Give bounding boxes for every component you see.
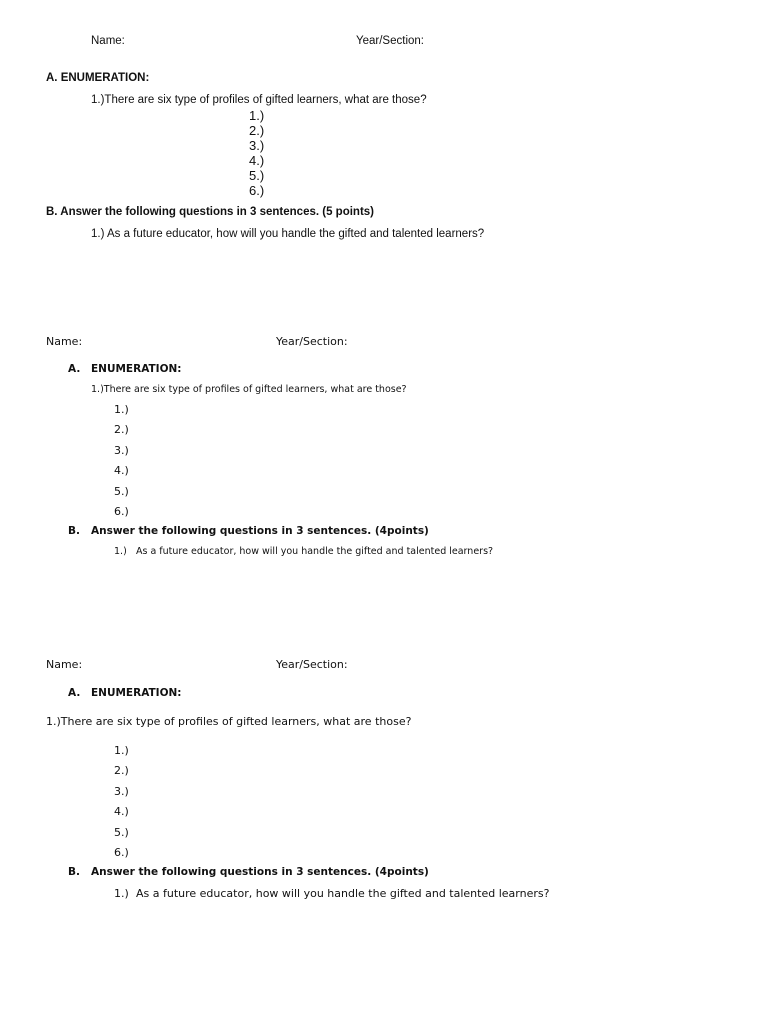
essay-question: 1.) As a future educator, how will you handle the gifted and talented learners? [91,228,485,240]
answer-item: 3.) [114,785,129,798]
answer-item: 2.) [114,423,129,436]
answer-item: 4.) [249,153,265,168]
section-b-marker: B. [68,525,80,537]
answer-item: 4.) [114,805,129,818]
answer-item: 3.) [114,444,129,457]
enumeration-question: 1.)There are six type of profiles of gifted learners, what are those? [91,94,427,106]
answer-item: 3.) [249,138,265,153]
answer-item: 2.) [249,123,265,138]
answer-item: 1.) [114,403,129,416]
section-b-heading: Answer the following questions in 3 sentences. (4points) [91,525,429,537]
essay-question: As a future educator, how will you handle the gifted and talented learners? [136,546,494,557]
section-b-marker: B. [68,866,80,878]
answer-item: 5.) [114,826,129,839]
name-label: Name: [46,658,83,671]
section-b-heading: Answer the following questions in 3 sentences. (4points) [91,866,429,878]
answer-item: 6.) [114,846,129,859]
year-section-label: Year/Section: [356,35,424,47]
answer-item: 6.) [249,183,265,198]
answer-item: 1.) [249,108,265,123]
essay-question-number: 1.) [114,887,129,900]
section-a-heading: A. ENUMERATION: [46,72,150,84]
year-section-label: Year/Section: [276,335,348,348]
answer-item: 5.) [249,168,265,183]
essay-question-number: 1.) [114,546,127,557]
section-a-heading: ENUMERATION: [91,687,182,699]
essay-question: As a future educator, how will you handle the gifted and talented learners? [136,887,550,900]
section-a-marker: A. [68,687,81,699]
answer-item: 1.) [114,744,129,757]
name-label: Name: [46,335,83,348]
section-b-heading: B. Answer the following questions in 3 sentences. (5 points) [46,206,375,218]
name-label: Name: [91,35,125,47]
enumeration-question: 1.)There are six type of profiles of gifted learners, what are those? [46,715,412,728]
section-a-marker: A. [68,363,81,375]
answer-item: 6.) [114,505,129,518]
answer-item: 4.) [114,464,129,477]
section-a-heading: ENUMERATION: [91,363,182,375]
answer-item: 2.) [114,764,129,777]
year-section-label: Year/Section: [276,658,348,671]
enumeration-question: 1.)There are six type of profiles of gifted learners, what are those? [91,384,407,395]
answer-item: 5.) [114,485,129,498]
